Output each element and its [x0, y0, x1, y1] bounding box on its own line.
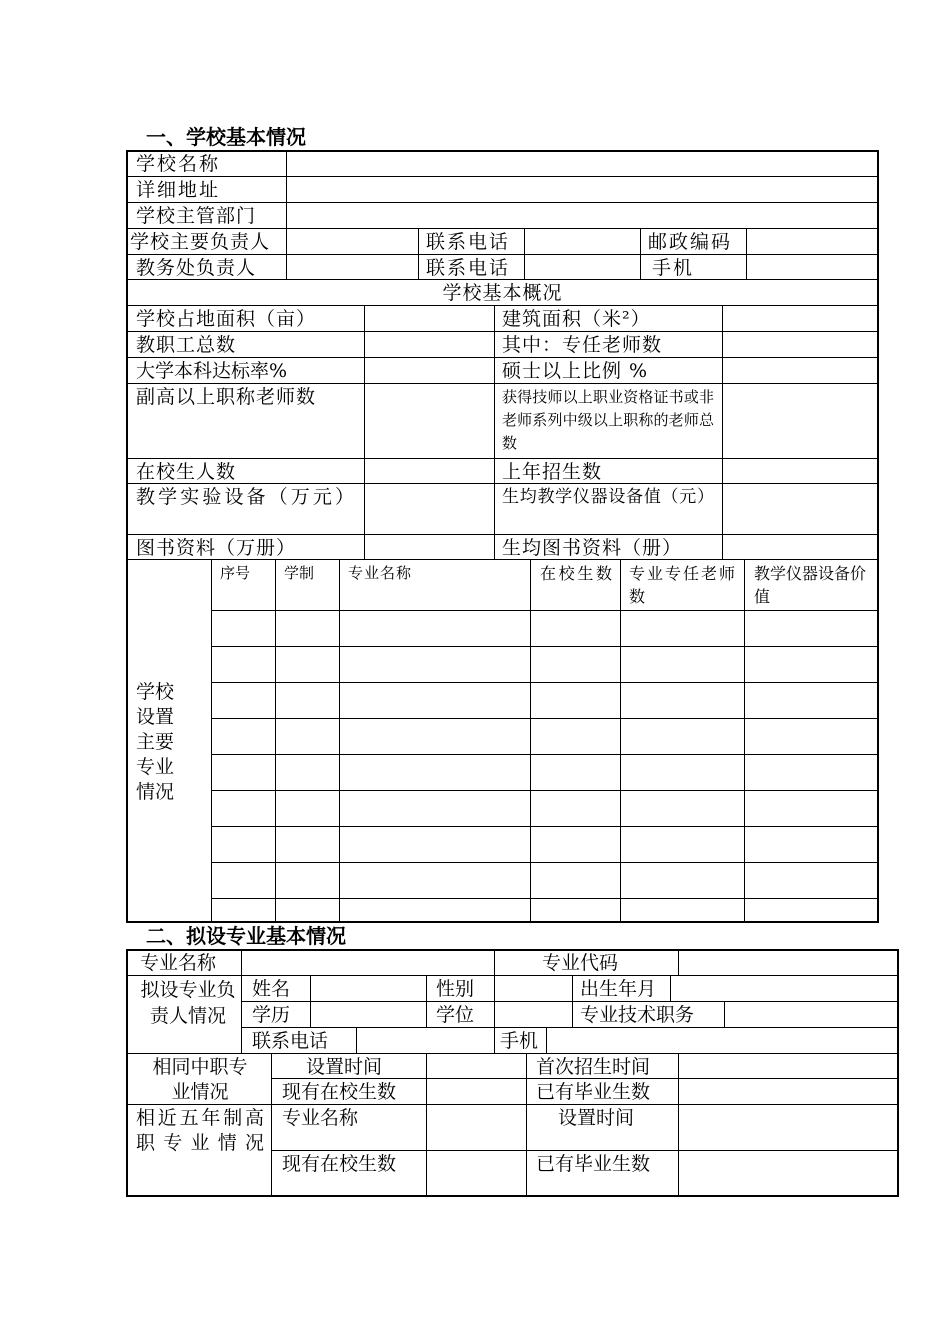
- books-label: 图书资料（万册）: [136, 537, 297, 559]
- lab-equipment-label: 教学实验设备（万元）: [136, 486, 354, 508]
- postcode-label: 邮政编码: [648, 231, 733, 253]
- majors-header-equipment: 教学仪器设备价值: [754, 564, 867, 606]
- leader-label: 拟设专业负责人情况: [140, 979, 236, 1027]
- current-students-label: 现有在校生数: [282, 1081, 397, 1103]
- students-label: 在校生人数: [136, 461, 237, 483]
- leader-birth-label: 出生年月: [580, 978, 657, 1000]
- current-students-2-label: 现有在校生数: [282, 1153, 397, 1175]
- leader-gender-label: 性别: [436, 978, 475, 1000]
- setup-time-2-label: 设置时间: [558, 1107, 635, 1129]
- overview-heading: 学校基本概况: [442, 282, 563, 304]
- technician-teachers-label: 获得技师以上职业资格证书或非老师系列中级以上职称的老师总数: [502, 388, 714, 452]
- master-ratio-label: 硕士以上比例 %: [502, 360, 649, 382]
- leader-phone-label: 联系电话: [252, 1030, 329, 1052]
- senior-title-teachers-label: 副高以上职称老师数: [136, 386, 317, 408]
- leader-tech-title-label: 专业技术职务: [580, 1004, 695, 1026]
- academic-phone-label: 联系电话: [426, 257, 511, 279]
- graduates-label: 已有毕业生数: [536, 1081, 651, 1103]
- majors-header-teachers: 专业专任老师数: [629, 564, 735, 606]
- major-code-label: 专业代码: [542, 952, 619, 974]
- books-per-student-label: 生均图书资料（册）: [502, 537, 683, 559]
- address-label: 详细地址: [136, 179, 221, 201]
- majors-header-name: 专业名称: [348, 564, 413, 582]
- section-title-school-basic: 一、学校基本情况: [146, 125, 306, 149]
- staff-total-label: 教职工总数: [136, 334, 237, 356]
- major-name-2-label: 专业名称: [282, 1107, 359, 1129]
- principal-label: 学校主要负责人: [130, 231, 271, 253]
- majors-header-duration: 学制: [284, 564, 315, 582]
- last-year-enrollment-label: 上年招生数: [502, 461, 603, 483]
- section-title-proposed-major: 二、拟设专业基本情况: [146, 924, 346, 948]
- first-enroll-label: 首次招生时间: [536, 1056, 651, 1078]
- graduates-2-label: 已有毕业生数: [536, 1153, 651, 1175]
- equipment-per-student-label: 生均教学仪器设备值（元）: [502, 487, 714, 507]
- authority-label: 学校主管部门: [136, 205, 257, 227]
- land-area-label: 学校占地面积（亩）: [136, 308, 317, 330]
- five-year-vocational-label: 相近五年制高职专业情况: [136, 1107, 264, 1154]
- major-name-label: 专业名称: [140, 952, 217, 974]
- majors-header-index: 序号: [220, 564, 251, 582]
- leader-degree-label: 学位: [436, 1004, 475, 1026]
- principal-phone-label: 联系电话: [426, 231, 511, 253]
- fulltime-teachers-label: 其中：专任老师数: [502, 334, 663, 356]
- building-area-label: 建筑面积（米²）: [502, 308, 651, 330]
- same-secondary-label: 相同中职专业情况: [152, 1056, 248, 1103]
- bachelor-rate-label: 大学本科达标率%: [136, 360, 288, 382]
- leader-education-label: 学历: [252, 1004, 291, 1026]
- majors-header-students: 在校生数: [540, 564, 612, 583]
- school-name-label: 学校名称: [136, 153, 221, 175]
- leader-mobile-label: 手机: [500, 1030, 539, 1052]
- setup-time-label: 设置时间: [306, 1056, 383, 1078]
- majors-label: 学校设置主要专业情况: [136, 681, 175, 803]
- leader-name-label: 姓名: [252, 978, 291, 1000]
- academic-head-label: 教务处负责人: [136, 257, 257, 279]
- mobile-label: 手机: [652, 257, 695, 279]
